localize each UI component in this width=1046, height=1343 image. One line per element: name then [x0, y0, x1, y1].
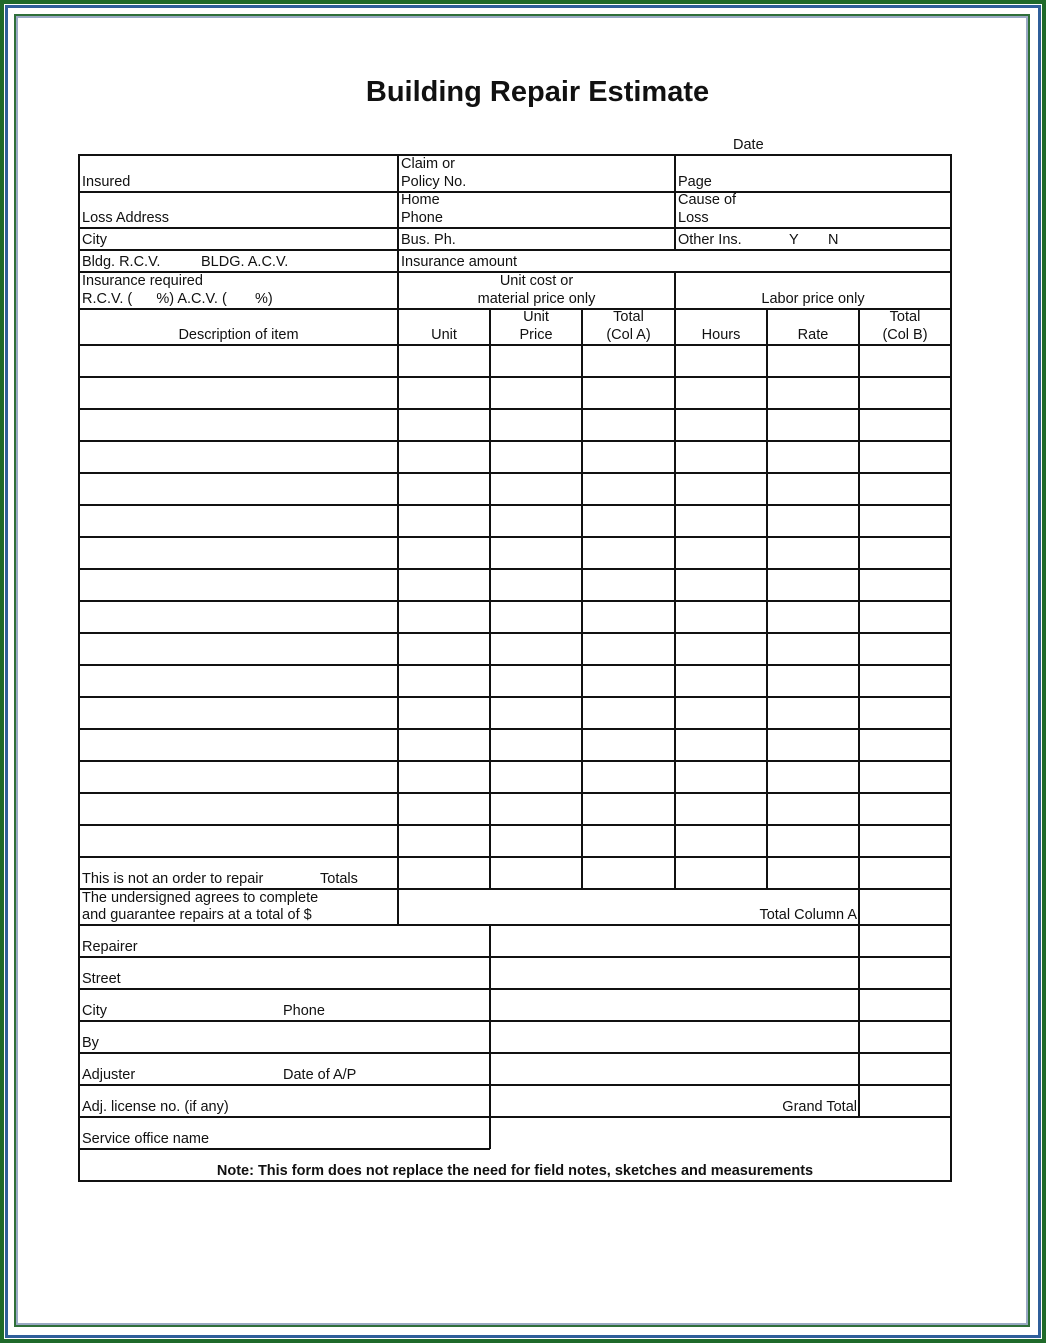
- other-ins-label: Other Ins.: [678, 232, 742, 248]
- insurance-required-line2: R.C.V. ( %) A.C.V. ( %): [82, 291, 273, 307]
- service-office-label: Service office name: [82, 1131, 210, 1147]
- unit-cost-line1: Unit cost or: [499, 273, 574, 289]
- repairer-phone-label: Phone: [283, 1003, 325, 1019]
- bldg-acv-label: BLDG. A.C.V.: [201, 254, 289, 270]
- col-description: Description of item: [178, 327, 299, 343]
- agree-line2: and guarantee repairs at a total of $: [82, 907, 312, 923]
- city-label: City: [82, 232, 107, 248]
- page-label: Page: [678, 174, 712, 190]
- col-total-a-line1: Total: [613, 309, 644, 325]
- form-note: Note: This form does not replace the need for field notes, sketches and measurements: [216, 1163, 814, 1179]
- col-rate: Rate: [797, 327, 829, 343]
- claim-label-line1: Claim or: [401, 156, 455, 172]
- col-total-a-line2: (Col A): [606, 327, 651, 343]
- repairer-label: Repairer: [82, 939, 138, 955]
- claim-label-line2: Policy No.: [401, 174, 467, 190]
- col-unit-price-line2: Price: [519, 327, 553, 343]
- street-label: Street: [82, 971, 121, 987]
- other-ins-no: N: [828, 232, 839, 248]
- other-ins-yes: Y: [789, 232, 799, 248]
- agree-line1: The undersigned agrees to complete: [82, 890, 319, 906]
- insurance-required-line1: Insurance required: [82, 273, 203, 289]
- insurance-amount-label: Insurance amount: [401, 254, 518, 270]
- date-label: Date: [733, 137, 764, 153]
- totals-label: Totals: [320, 871, 358, 887]
- cause-loss-line2: Loss: [678, 210, 709, 226]
- adj-license-label: Adj. license no. (if any): [82, 1099, 229, 1115]
- grand-total-label: Grand Total: [782, 1099, 857, 1115]
- date-ap-label: Date of A/P: [283, 1067, 357, 1083]
- col-total-b-line1: Total: [889, 309, 921, 325]
- home-phone-line2: Phone: [401, 210, 443, 226]
- labor-price-label: Labor price only: [761, 291, 865, 307]
- col-unit-price-line1: Unit: [523, 309, 549, 325]
- unit-cost-line2: material price only: [477, 291, 596, 307]
- total-column-a-label: Total Column A: [759, 907, 857, 923]
- bldg-rcv-label: Bldg. R.C.V.: [82, 254, 161, 270]
- col-hours: Hours: [701, 327, 741, 343]
- home-phone-line1: Home: [401, 192, 440, 208]
- cause-loss-line1: Cause of: [678, 192, 737, 208]
- adjuster-label: Adjuster: [82, 1067, 136, 1083]
- loss-address-label: Loss Address: [82, 210, 170, 226]
- col-unit: Unit: [431, 327, 457, 343]
- not-order-text: This is not an order to repair: [82, 871, 264, 887]
- repairer-city-label: City: [82, 1003, 107, 1019]
- col-total-b-line2: (Col B): [882, 327, 928, 343]
- insured-label: Insured: [82, 174, 131, 190]
- by-label: By: [82, 1035, 99, 1051]
- form-title: Building Repair Estimate: [365, 76, 710, 108]
- bus-phone-label: Bus. Ph.: [401, 232, 456, 248]
